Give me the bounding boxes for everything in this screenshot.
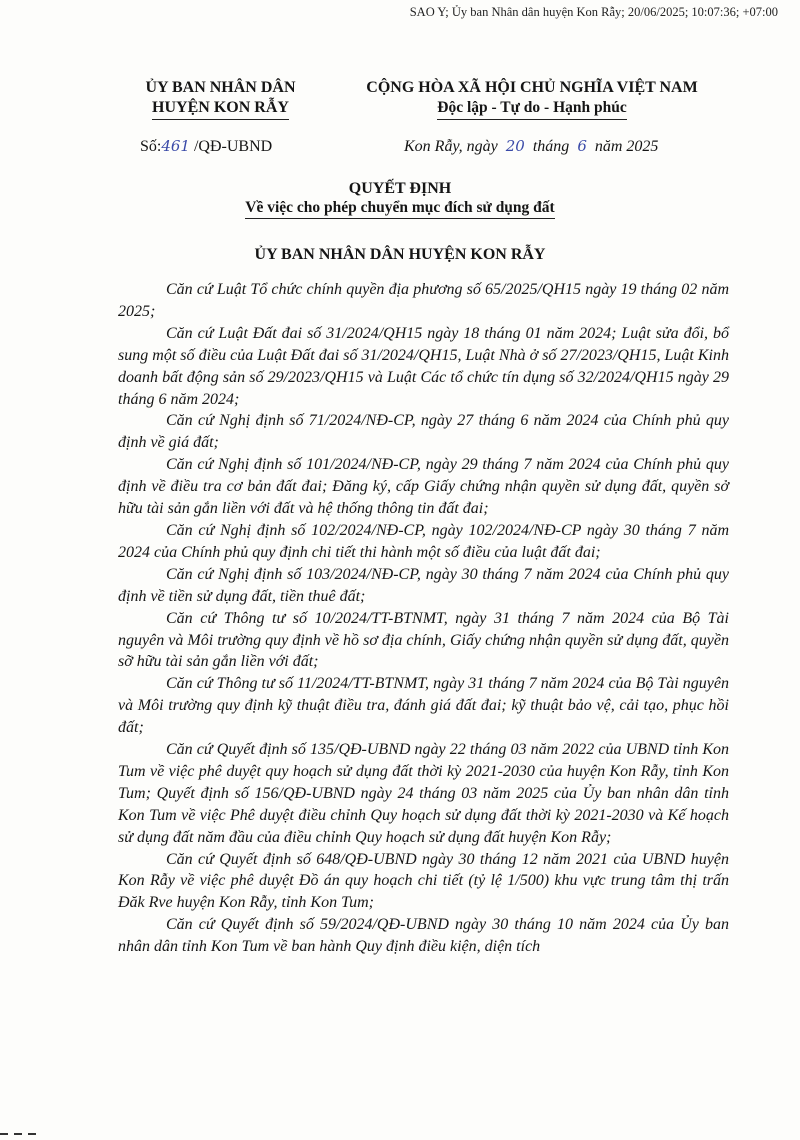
legal-basis-paragraph: Căn cứ Thông tư số 10/2024/TT-BTNMT, ngày 31 tháng 7 năm 2024 của Bộ Tài nguyên và Môi trường quy định về hồ sơ địa chính, Giấy chứng nhận quyền sử dụng đất, quyền sỡ hữu tài sản gắn liền với đất; [118, 609, 729, 671]
authority-line-2: HUYỆN KON RẪY [152, 98, 289, 120]
legal-basis-paragraph: Căn cứ Quyết định số 648/QĐ-UBND ngày 30 tháng 12 năm 2021 của UBND huyện Kon Rẫy về việc phê duyệt Đồ án quy hoạch chi tiết (tỷ lệ 1/500) khu vực trung tâm thị trấn Đăk Rve huyện Kon Rẫy, tỉnh Kon Tum; [118, 850, 729, 912]
legal-basis-paragraph: Căn cứ Nghị định số 103/2024/NĐ-CP, ngày 30 tháng 7 năm 2024 của Chính phủ quy định về tiền sử dụng đất, tiền thuê đất; [118, 565, 729, 605]
legal-basis-paragraph: Căn cứ Thông tư số 11/2024/TT-BTNMT, ngày 31 tháng 7 năm 2024 của Bộ Tài nguyên và Môi trường quy định kỹ thuật điều tra, đánh giá đất đai; kỹ thuật bảo vệ, cải tạo, phục hồi đất; [118, 675, 729, 737]
number-handwritten: 461 [161, 137, 190, 155]
legal-basis-paragraph: Căn cứ Luật Đất đai số 31/2024/QH15 ngày 18 tháng 01 năm 2024; Luật sửa đổi, bổ sung một số điều của Luật Đất đai số 31/2024/QH15, Luật Nhà ở số 27/2023/QH15, Luật Kinh doanh bất động sản số 29/2023/QH15 và Luật Các tổ chức tín dụng số 32/2024/QH15 ngày 29 tháng 6 năm 2024; [118, 324, 729, 408]
document-number [140, 137, 272, 156]
national-title: CỘNG HÒA XÃ HỘI CHỦ NGHĨA VIỆT NAM [366, 79, 698, 96]
subtitle-text: Về việc cho phép chuyển mục đích sử dụng đất [245, 199, 554, 219]
authority-line-1: ỦY BAN NHÂN DÂN [145, 79, 296, 96]
place-and-date [404, 137, 658, 156]
legal-basis-paragraph: Căn cứ Nghị định số 71/2024/NĐ-CP, ngày 27 tháng 6 năm 2024 của Chính phủ quy định về giá đất; [118, 412, 729, 452]
document-subtitle [0, 199, 800, 217]
digital-copy-stamp: SAO Y; Ủy ban Nhân dân huyện Kon Rẫy; 20/06/2025; 10:07:36; +07:00 [409, 5, 778, 19]
legal-basis-paragraph: Căn cứ Quyết định số 59/2024/QĐ-UBND ngày 30 tháng 10 năm 2024 của Ủy ban nhân dân tỉnh Kon Tum về ban hành Quy định điều kiện, diện tích [118, 916, 729, 956]
deciding-authority: ỦY BAN NHÂN DÂN HUYỆN KON RẪY [254, 246, 546, 263]
date-year: năm 2025 [594, 138, 659, 155]
scan-edge-marks [0, 1122, 60, 1126]
national-header [322, 78, 742, 120]
legal-basis-paragraph: Căn cứ Luật Tổ chức chính quyền địa phương số 65/2025/QH15 ngày 19 tháng 02 năm 2025; [118, 281, 729, 320]
legal-basis-paragraph: Căn cứ Nghị định số 102/2024/NĐ-CP, ngày 102/2024/NĐ-CP ngày 30 tháng 7 năm 2024 của Chính phủ quy định chi tiết thi hành một số điều của luật đất đai; [118, 521, 729, 561]
legal-basis-paragraph: Căn cứ Quyết định số 135/QĐ-UBND ngày 22 tháng 03 năm 2022 của UBND tỉnh Kon Tum về việc phê duyệt quy hoạch sử dụng đất thời kỳ 2021-2030 của huyện Kon Rẫy, tỉnh Kon Tum; Quyết định số 156/QĐ-UBND ngày 24 tháng 03 năm 2025 của Ủy ban nhân dân tỉnh Kon Tum về việc Phê duyệt điều chỉnh Quy hoạch sử dụng đất thời kỳ 2021-2030 và Kế hoạch sử dụng đất năm đầu của điều chỉnh Quy hoạch sử dụng đất huyện Kon Rẫy; [118, 741, 729, 846]
document-title: QUYẾT ĐỊNH [348, 180, 452, 197]
national-motto: Độc lập - Tự do - Hạnh phúc [437, 98, 626, 120]
place-prefix: Kon Rẫy, ngày [404, 138, 498, 155]
number-prefix: Số: [140, 138, 162, 155]
date-day: 20 [505, 137, 525, 155]
date-month-label: tháng [532, 138, 570, 155]
number-suffix: /QĐ-UBND [193, 138, 273, 155]
legal-basis-list [118, 279, 729, 958]
legal-basis-paragraph: Căn cứ Nghị định số 101/2024/NĐ-CP, ngày 29 tháng 7 năm 2024 của Chính phủ quy định về điều tra cơ bản đất đai; Đăng ký, cấp Giấy chứng nhận quyền sử dụng đất, quyền sở hữu tài sản gắn liền với đất và hệ thống thông tin đất đai; [118, 456, 729, 518]
date-month: 6 [577, 137, 587, 155]
issuing-authority-header [118, 78, 323, 120]
